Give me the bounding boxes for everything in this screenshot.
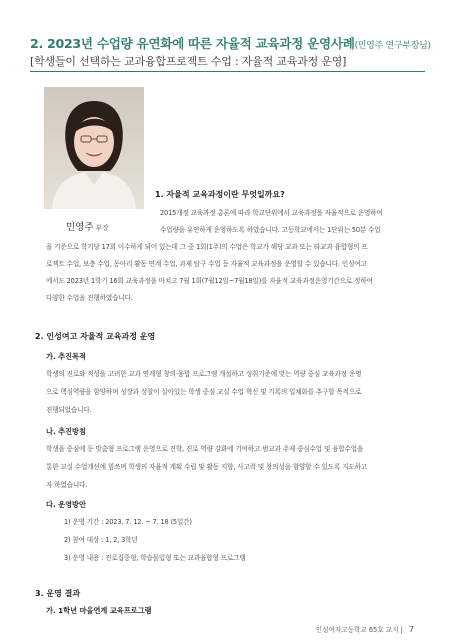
section1-line-6: 다양한 수업을 진행하였습니다. <box>46 294 133 302</box>
section2-a-heading: 가. 추진목적 <box>46 352 86 361</box>
section3-heading: 3. 운영 결과 <box>35 589 81 598</box>
author-name: 민영주 <box>66 222 94 233</box>
author-photo <box>44 87 144 209</box>
article-title <box>30 33 440 52</box>
section2-a-line-2: 으로 핵심역량을 함양하며 성장과 성찰이 살아있는 학생 중심 교실 수업 혁신 및 기록의 일체화를 추구할 목적으로 <box>46 388 362 396</box>
page-footer <box>316 624 414 634</box>
section2-b-line-2: 통한 교실 수업개선에 힘쓰며 학생의 자율적 계획 수립 및 활동 지향, 사고력 및 창의성을 함양할 수 있도록 지도하고 <box>46 463 368 471</box>
section2-a-line-3: 진행되었습니다. <box>46 406 92 414</box>
section2-c-item-1: 1) 운영 기간 : 2023. 7. 12. ~ 7. 18 (5일간) <box>64 518 192 526</box>
section1-line-5: 에서도 2023년 1학기 16회 교육과정을 마치고 7월 1회(7월12일~7월18일)를 자율적 교육과정운영기간으로 정하여 <box>46 277 373 285</box>
author-position: 부장 <box>95 224 109 232</box>
portrait-image <box>44 87 144 209</box>
page-number: 7 <box>408 625 414 634</box>
section1-line-1: 2015개정 교육과정 총론에 따라 학교단위에서 교육과정을 자율적으로 운영하여 <box>160 209 383 217</box>
footer-publication: 인성여자고등학교 65호 교지 <box>315 626 399 634</box>
footer-separator: | <box>400 626 403 634</box>
title-divider <box>30 71 425 72</box>
section1-line-4: 로젝트 수업, 보충 수업, 동아리 활동 연계 수업, 과제 탐구 수업 등 자율적 교육과정을 운영할 수 있습니다. 인성여고 <box>46 260 367 268</box>
section3-sub-heading: 가. 1학년 마을연계 교육프로그램 <box>46 606 152 615</box>
section2-b-line-1: 학생을 중심에 둔 맞춤형 프로그램 운영으로 진학, 진로 역량 강화에 기여하고 범교과 주제 중심수업 및 융합수업을 <box>46 445 364 453</box>
section2-c-item-3: 3) 운영 내용 : 진로집중형, 학습몰입형 또는 교과융합형 프로그램 <box>64 554 246 562</box>
article-subtitle: [학생들이 선택하는 교과융합프로젝트 수업 : 자율적 교육과정 운영] <box>30 55 347 68</box>
section1-line-2: 수업량을 유연하게 운영하도록 하였습니다. 고등학교에서는 1단위는 50분 수업 <box>160 226 381 234</box>
section1-line-3: 을 기준으로 학기당 17회 이수하게 되어 있는데 그 중 1회(1주)의 수업은 학교가 해당 교과 또는 타교과 융합형의 프 <box>46 243 368 251</box>
section1-heading: 1. 자율적 교육과정이란 무엇일까요? <box>155 190 285 199</box>
author-caption <box>66 219 109 233</box>
article-title-text: 2. 2023년 수업량 유연화에 따른 자율적 교육과정 운영사례 <box>30 36 355 51</box>
section2-c-heading: 다. 운영방안 <box>46 500 86 509</box>
section2-b-heading: 나. 추진방침 <box>46 427 86 436</box>
section2-a-line-1: 학생의 진로와 적성을 고려한 교과 연계형 창의·융합 프로그램 개설하고 성취기준에 맞는 역량 중심 교육과정 운영 <box>46 370 362 378</box>
section2-heading: 2. 인성여고 자율적 교육과정 운영 <box>35 332 156 341</box>
article-title-author: (민영주 연구부장님) <box>354 41 431 51</box>
section2-b-line-3: 자 하였습니다. <box>46 481 88 489</box>
section2-c-item-2: 2) 참여 대상 : 1, 2, 3학년 <box>64 536 138 544</box>
